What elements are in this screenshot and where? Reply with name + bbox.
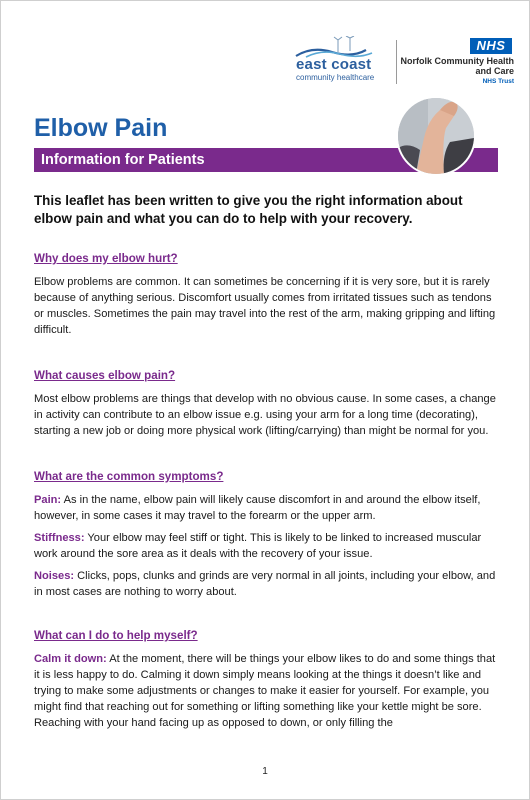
section-heading-why: Why does my elbow hurt?: [34, 252, 178, 265]
section-heading-causes: What causes elbow pain?: [34, 369, 176, 382]
page-number: 1: [262, 766, 268, 777]
symptom-pain: [34, 492, 498, 524]
nhs-logo-badge: NHS: [470, 38, 512, 54]
symptom-lead: Noises:: [34, 570, 75, 582]
page-title: Elbow Pain: [34, 114, 168, 142]
nhs-org-label: Norfolk Community Health and Care: [400, 56, 514, 76]
leaflet-body: [34, 192, 498, 762]
paragraph-text: Clicks, pops, clunks and grinds are very normal in all joints, including your elbow, and in most cases are nothing to worry about.: [34, 570, 496, 598]
east-coast-subtitle: community healthcare: [296, 73, 375, 82]
subtitle-banner: Information for Patients: [34, 148, 498, 172]
paragraph-text: Elbow problems are common. It can sometimes be concerning if it is very sore, but it is rarely because of anything serious. Discomfort usually comes from irritated tissues such as tendons or muscles. Sometimes the pain may travel into the rest of the arm, making gripping and lifting difficult.: [34, 276, 496, 336]
section-paragraph: [34, 391, 498, 439]
section-paragraph: [34, 274, 498, 338]
nhs-trust-label: NHS Trust: [482, 78, 514, 85]
paragraph-text: Your elbow may feel stiff or tight. This is likely to be linked to increased muscular work around the sore area as it deals with the recovery of your issue.: [34, 532, 482, 560]
section-heading-self-help: What can I do to help myself?: [34, 629, 198, 642]
paragraph-text: At the moment, there will be things your elbow likes to do and some things that it is less happy to do. Calming it down simply means looking at the things it doesn’t like and trying to make some adjustments or changes to make it easier for yourself. For example, you might find that reaching out for something or lifting something like your kettle might be sore. Reaching with your hand facing up as opposed to down, or only filling the: [34, 653, 496, 729]
paragraph-text: Most elbow problems are things that develop with no obvious cause. In some cases, a change in activity can contribute to an elbow issue e.g. using your arm for a long time (decorating), starting a new job or doing more physical work (lifting/carrying) than might be normal for you.: [34, 393, 496, 437]
symptom-noises: [34, 568, 498, 600]
intro-paragraph: This leaflet has been written to give you the right information about elbow pain and what you can do to help with your recovery.: [34, 193, 463, 226]
section-heading-symptoms: What are the common symptoms?: [34, 470, 224, 483]
east-coast-logo: [292, 36, 388, 88]
symptom-lead: Pain:: [34, 494, 62, 506]
paragraph-text: As in the name, elbow pain will likely cause discomfort in and around the elbow itself, however, in some cases it may travel to the forearm or the upper arm.: [34, 494, 481, 522]
east-coast-name: east coast: [296, 56, 372, 73]
nhs-org-name: [394, 56, 514, 87]
symptom-lead: Stiffness:: [34, 532, 85, 544]
self-help-lead: Calm it down:: [34, 653, 107, 665]
self-help-calm: [34, 651, 498, 731]
wind-turbine-logo-icon: [292, 36, 388, 58]
elbow-photo: [398, 98, 474, 174]
symptom-stiffness: [34, 530, 498, 562]
